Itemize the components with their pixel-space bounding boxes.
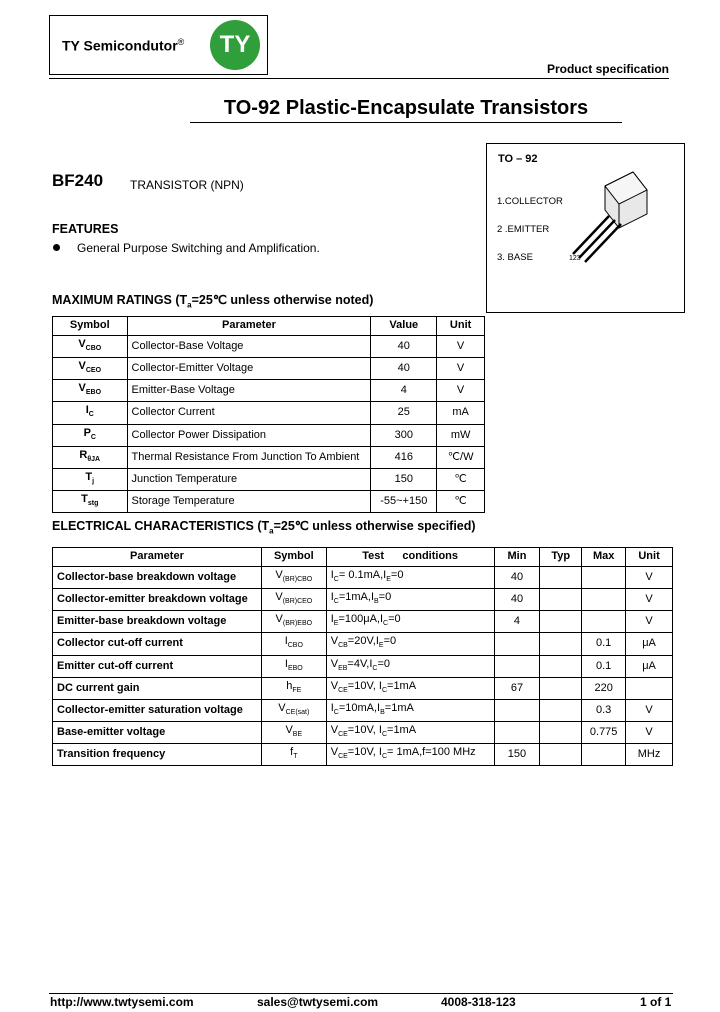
table-row <box>53 357 485 379</box>
pin-numbers: 1 2 3 <box>569 255 580 262</box>
table-row <box>53 611 673 633</box>
unit-cell: ℃/W <box>437 446 485 468</box>
condition-cell: $V_{CE}=10V$, $I_C=1mA$ <box>326 722 494 744</box>
max-cell <box>582 744 626 766</box>
parameter-cell: Storage Temperature <box>127 491 371 513</box>
min-cell: 4 <box>494 611 540 633</box>
package-name: TO – 92 <box>498 153 538 165</box>
unit-cell: ℃ <box>437 468 485 490</box>
table-header-row <box>53 548 673 567</box>
col-header: Min <box>494 548 540 567</box>
min-cell <box>494 633 540 655</box>
symbol-cell: $V_{(BR)CEO}$ <box>261 588 326 610</box>
min-cell: 150 <box>494 744 540 766</box>
table-row <box>53 588 673 610</box>
symbol-cell: $T_{stg}$ <box>53 491 128 513</box>
parameter-cell: Collector Power Dissipation <box>127 424 371 446</box>
page-title: TO-92 Plastic-Encapsulate Transistors <box>223 97 589 119</box>
parameter-cell: Thermal Resistance From Junction To Ambient <box>127 446 371 468</box>
unit-cell: mA <box>437 402 485 424</box>
value-cell: 25 <box>371 402 437 424</box>
condition-cell: $I_C=10mA,I_B=1mA$ <box>326 699 494 721</box>
table-row <box>53 699 673 721</box>
symbol-cell: $P_C$ <box>53 424 128 446</box>
max-cell: 0.1 <box>582 633 626 655</box>
max-cell: 0.3 <box>582 699 626 721</box>
table-row <box>53 380 485 402</box>
min-cell <box>494 699 540 721</box>
unit-cell: V <box>626 588 673 610</box>
parameter-cell: Transition frequency <box>53 744 262 766</box>
col-header: Symbol <box>261 548 326 567</box>
col-header: Value <box>371 317 437 336</box>
max-cell <box>582 588 626 610</box>
parameter-cell: Collector cut-off current <box>53 633 262 655</box>
condition-cell: $I_C=1mA,I_B=0$ <box>326 588 494 610</box>
unit-cell <box>626 677 673 699</box>
col-header: Max <box>582 548 626 567</box>
pin-3-label: 3. BASE <box>497 252 533 263</box>
unit-cell: V <box>437 380 485 402</box>
table-row <box>53 335 485 357</box>
col-header: Parameter <box>53 548 262 567</box>
unit-cell: V <box>626 722 673 744</box>
typ-cell <box>540 633 582 655</box>
features-heading: FEATURES <box>52 222 119 236</box>
symbol-cell: $V_{CEO}$ <box>53 357 128 379</box>
unit-cell: V <box>626 611 673 633</box>
symbol-cell: $V_{EBO}$ <box>53 380 128 402</box>
feature-item: General Purpose Switching and Amplification. <box>77 241 320 255</box>
table-row <box>53 655 673 677</box>
footer-email-link[interactable]: sales@twtysemi.com <box>257 995 379 1009</box>
max-cell: 0.1 <box>582 655 626 677</box>
table-row <box>53 566 673 588</box>
pin-1-label: 1.COLLECTOR <box>497 196 563 207</box>
max-cell: 0.775 <box>582 722 626 744</box>
condition-cell: $I_E=100\mu A,I_C=0$ <box>326 611 494 633</box>
table-row <box>53 633 673 655</box>
unit-cell: V <box>437 335 485 357</box>
unit-cell: μA <box>626 633 673 655</box>
product-spec-label: Product specification <box>546 62 669 76</box>
max-ratings-table <box>52 316 485 513</box>
parameter-cell: DC current gain <box>53 677 262 699</box>
parameter-cell: Emitter cut-off current <box>53 655 262 677</box>
typ-cell <box>540 588 582 610</box>
typ-cell <box>540 566 582 588</box>
bullet-icon <box>53 244 60 251</box>
max-cell: 220 <box>582 677 626 699</box>
min-cell: 40 <box>494 588 540 610</box>
min-cell: 40 <box>494 566 540 588</box>
condition-cell: $V_{CB}=20V,I_E=0$ <box>326 633 494 655</box>
condition-cell: $I_C= 0.1mA,I_E=0$ <box>326 566 494 588</box>
unit-cell: V <box>626 699 673 721</box>
footer-phone: 4008-318-123 <box>441 995 516 1009</box>
symbol-cell: $V_{(BR)EBO}$ <box>261 611 326 633</box>
ty-logo-icon: TY <box>210 20 260 70</box>
col-header: Unit <box>626 548 673 567</box>
typ-cell <box>540 611 582 633</box>
company-name: TY Semicondutor® <box>62 37 185 54</box>
symbol-cell: $V_{CBO}$ <box>53 335 128 357</box>
parameter-cell: Base-emitter voltage <box>53 722 262 744</box>
parameter-cell: Collector-Base Voltage <box>127 335 371 357</box>
electrical-table <box>52 547 673 766</box>
table-row <box>53 744 673 766</box>
parameter-cell: Collector Current <box>127 402 371 424</box>
footer-divider <box>49 993 673 994</box>
symbol-cell: $I_C$ <box>53 402 128 424</box>
parameter-cell: Junction Temperature <box>127 468 371 490</box>
table-header-row <box>53 317 485 336</box>
to92-package-icon <box>565 166 675 276</box>
symbol-cell: $V_{(BR)CBO}$ <box>261 566 326 588</box>
symbol-cell: $V_{BE}$ <box>261 722 326 744</box>
min-cell <box>494 655 540 677</box>
unit-cell: V <box>437 357 485 379</box>
header-divider <box>49 78 669 79</box>
part-number: BF240 <box>52 171 104 190</box>
part-type: TRANSISTOR (NPN) <box>130 178 244 192</box>
symbol-cell: $R_{\theta JA}$ <box>53 446 128 468</box>
table-row <box>53 402 485 424</box>
table-row <box>53 446 485 468</box>
symbol-cell: $h_{FE}$ <box>261 677 326 699</box>
value-cell: 40 <box>371 335 437 357</box>
unit-cell: V <box>626 566 673 588</box>
parameter-cell: Collector-emitter breakdown voltage <box>53 588 262 610</box>
condition-cell: $V_{CE}=10V$, $I_C= 1mA,f=100$ MHz <box>326 744 494 766</box>
value-cell: 416 <box>371 446 437 468</box>
min-cell: 67 <box>494 677 540 699</box>
max-cell <box>582 566 626 588</box>
table-row <box>53 491 485 513</box>
parameter-cell: Collector-base breakdown voltage <box>53 566 262 588</box>
typ-cell <box>540 699 582 721</box>
symbol-cell: $I_{CBO}$ <box>261 633 326 655</box>
footer-website-link[interactable]: http://www.twtysemi.com <box>50 995 194 1009</box>
col-header: Test conditions <box>326 548 494 567</box>
pin-2-label: 2 .EMITTER <box>497 224 550 235</box>
unit-cell: MHz <box>626 744 673 766</box>
table-row <box>53 424 485 446</box>
value-cell: -55~+150 <box>371 491 437 513</box>
parameter-cell: Emitter-base breakdown voltage <box>53 611 262 633</box>
table-row <box>53 677 673 699</box>
typ-cell <box>540 744 582 766</box>
symbol-cell: $V_{CE(sat)}$ <box>261 699 326 721</box>
col-header: Typ <box>540 548 582 567</box>
max-ratings-heading: MAXIMUM RATINGS ($T_a=25℃$ unless otherwise noted) <box>52 293 374 310</box>
unit-cell: ℃ <box>437 491 485 513</box>
page-number: 1 of 1 <box>640 995 672 1009</box>
min-cell <box>494 722 540 744</box>
table-row <box>53 722 673 744</box>
symbol-cell: $T_j$ <box>53 468 128 490</box>
col-header: Unit <box>437 317 485 336</box>
value-cell: 40 <box>371 357 437 379</box>
max-cell <box>582 611 626 633</box>
value-cell: 300 <box>371 424 437 446</box>
unit-cell: μA <box>626 655 673 677</box>
electrical-heading: ELECTRICAL CHARACTERISTICS ($T_a=25℃$ unless otherwise specified) <box>52 519 476 536</box>
parameter-cell: Collector-emitter saturation voltage <box>53 699 262 721</box>
value-cell: 150 <box>371 468 437 490</box>
table-row <box>53 468 485 490</box>
parameter-cell: Collector-Emitter Voltage <box>127 357 371 379</box>
value-cell: 4 <box>371 380 437 402</box>
symbol-cell: $f_T$ <box>261 744 326 766</box>
symbol-cell: $I_{EBO}$ <box>261 655 326 677</box>
condition-cell: $V_{EB}=4V,I_C=0$ <box>326 655 494 677</box>
typ-cell <box>540 722 582 744</box>
parameter-cell: Emitter-Base Voltage <box>127 380 371 402</box>
col-header: Parameter <box>127 317 371 336</box>
typ-cell <box>540 655 582 677</box>
condition-cell: $V_{CE}=10V$, $I_C=1mA$ <box>326 677 494 699</box>
title-underline <box>190 122 622 123</box>
unit-cell: mW <box>437 424 485 446</box>
col-header: Symbol <box>53 317 128 336</box>
typ-cell <box>540 677 582 699</box>
